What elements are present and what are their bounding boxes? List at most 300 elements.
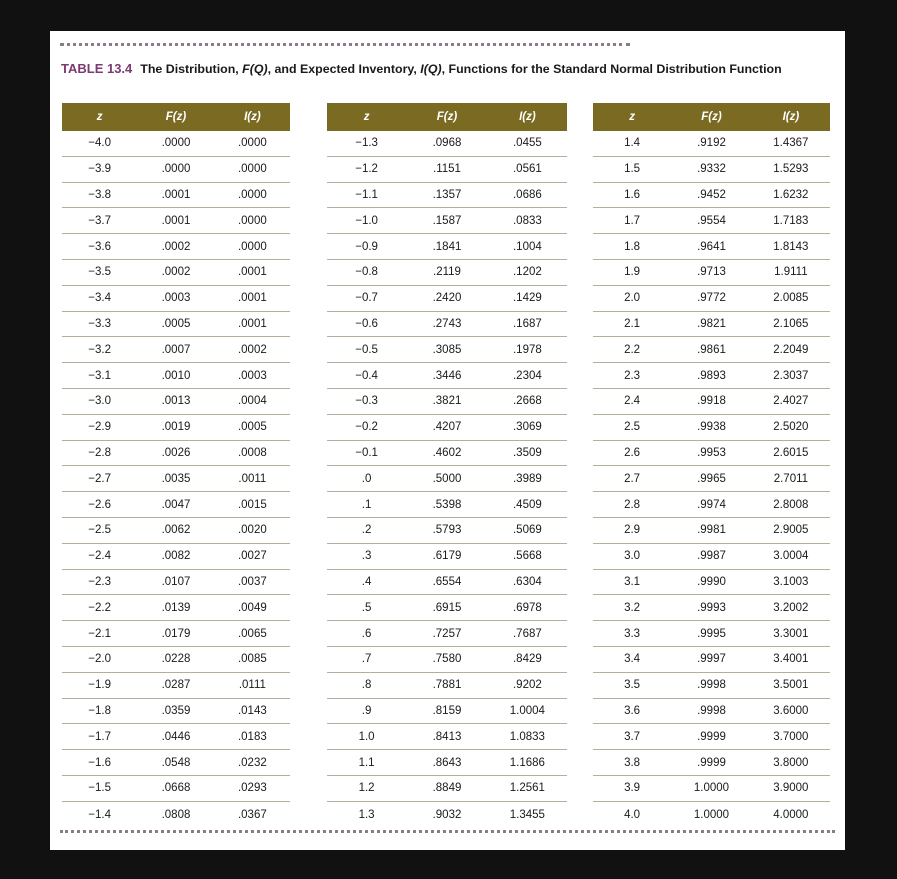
table-row [62, 389, 290, 415]
table-row [327, 699, 567, 725]
z-cell: 1.2 [358, 782, 375, 795]
iz-cell: 1.2561 [509, 782, 545, 795]
iz-cell: 2.1065 [773, 317, 809, 330]
bottom-dotted-rule [60, 830, 835, 833]
fz-cell: .0035 [161, 472, 191, 485]
fz-cell: .9965 [697, 472, 726, 485]
z-cell: −3.1 [88, 369, 111, 382]
fz-cell: .9953 [697, 446, 726, 459]
fz-cell: .9974 [697, 498, 726, 511]
z-cell: −3.9 [88, 163, 111, 176]
z-cell: .6 [361, 627, 372, 640]
table-row [62, 750, 290, 776]
table-header [327, 103, 567, 131]
z-cell: 3.3 [624, 627, 641, 640]
table-row [593, 337, 830, 363]
table-row [327, 286, 567, 312]
table-row [593, 776, 830, 802]
iz-cell: 2.8008 [773, 498, 809, 511]
fz-cell: .9861 [697, 343, 726, 356]
z-cell: −2.6 [88, 498, 111, 511]
fz-cell: .6915 [432, 601, 462, 614]
table-row [593, 699, 830, 725]
fz-cell: .9893 [697, 369, 726, 382]
iz-cell: .5069 [512, 524, 542, 537]
fz-cell: .9999 [697, 730, 726, 743]
table-row [593, 492, 830, 518]
z-cell: −1.6 [88, 756, 111, 769]
iz-cell: .0000 [237, 214, 267, 227]
z-cell: 1.3 [358, 808, 375, 821]
fz-cell: .5000 [432, 472, 462, 485]
fz-cell: 1.0000 [693, 782, 730, 795]
table-row [327, 724, 567, 750]
fz-cell: .9032 [432, 808, 462, 821]
fz-cell: .0446 [161, 730, 191, 743]
table-row [593, 570, 830, 596]
iz-cell: 1.6232 [773, 188, 809, 201]
fz-cell: .0000 [161, 163, 191, 176]
table-row [62, 466, 290, 492]
iz-cell: .1202 [512, 266, 542, 279]
z-cell: 3.7 [624, 730, 641, 743]
fz-cell: .7257 [432, 627, 462, 640]
fz-cell: .9999 [697, 756, 726, 769]
table-row [62, 699, 290, 725]
fz-cell: .9452 [697, 188, 726, 201]
iz-cell: .8429 [512, 653, 542, 666]
fz-cell: .9641 [697, 240, 726, 253]
caption-iq: I(Q) [420, 62, 442, 76]
table-row [62, 518, 290, 544]
iz-cell: 2.5020 [773, 421, 809, 434]
table-row [593, 286, 830, 312]
fz-cell: .0062 [161, 524, 191, 537]
fz-cell: .9998 [697, 704, 726, 717]
z-cell: 3.0 [624, 550, 641, 563]
z-cell: −3.2 [88, 343, 111, 356]
iz-cell: 3.5001 [773, 679, 809, 692]
fz-cell: .0007 [161, 343, 191, 356]
fz-cell: .0002 [161, 240, 191, 253]
z-cell: −2.9 [88, 421, 111, 434]
table-row [327, 415, 567, 441]
iz-cell: 2.9005 [773, 524, 809, 537]
z-cell: −3.6 [88, 240, 111, 253]
table-row [327, 750, 567, 776]
table-row [327, 647, 567, 673]
fz-cell: .0082 [161, 550, 191, 563]
fz-cell: .0228 [161, 653, 191, 666]
table-row [593, 802, 830, 828]
table-row [62, 286, 290, 312]
iz-cell: .0001 [237, 292, 267, 305]
fz-cell: .9990 [697, 575, 726, 588]
z-cell: 2.6 [624, 446, 641, 459]
iz-cell: .2304 [512, 369, 542, 382]
table-row [62, 595, 290, 621]
z-cell: 1.8 [624, 240, 641, 253]
z-cell: 2.7 [624, 472, 641, 485]
z-cell: 1.4 [624, 137, 641, 150]
z-cell: −2.4 [88, 550, 111, 563]
table-row [62, 441, 290, 467]
table-row [593, 208, 830, 234]
iz-cell: 1.3455 [509, 808, 545, 821]
iz-cell: .0232 [237, 756, 267, 769]
fz-cell: .3821 [432, 395, 462, 408]
table-row [593, 544, 830, 570]
header-cell: F(z) [701, 111, 722, 123]
table-row [327, 492, 567, 518]
z-cell: 1.0 [358, 730, 375, 743]
z-cell: 2.1 [624, 317, 641, 330]
fz-cell: .3085 [432, 343, 462, 356]
fz-cell: .4602 [432, 446, 462, 459]
iz-cell: .0037 [237, 575, 267, 588]
iz-cell: .0000 [237, 240, 267, 253]
z-cell: .9 [361, 704, 372, 717]
iz-cell: .0183 [237, 730, 267, 743]
iz-cell: 1.9111 [774, 266, 808, 279]
z-cell: −2.3 [88, 575, 111, 588]
fz-cell: .7580 [432, 653, 462, 666]
table-row [62, 183, 290, 209]
iz-cell: .2668 [512, 395, 542, 408]
z-cell: .2 [361, 524, 372, 537]
table-row [593, 389, 830, 415]
caption-fq: F(Q) [242, 62, 268, 76]
iz-cell: 3.8000 [773, 756, 809, 769]
fz-cell: .0001 [161, 214, 191, 227]
iz-cell: .0293 [237, 782, 267, 795]
table-row [327, 544, 567, 570]
iz-cell: 4.0000 [773, 808, 809, 821]
iz-cell: .9202 [512, 679, 542, 692]
z-cell: −2.7 [88, 472, 111, 485]
fz-cell: .2743 [432, 317, 462, 330]
table-row [327, 337, 567, 363]
table-row [327, 466, 567, 492]
z-cell: 4.0 [624, 808, 641, 821]
iz-cell: .0004 [237, 395, 267, 408]
fz-cell: .0668 [161, 782, 191, 795]
table-column-block-1 [62, 103, 290, 829]
z-cell: 1.9 [624, 266, 641, 279]
iz-cell: .0000 [237, 137, 267, 150]
fz-cell: .0047 [161, 498, 191, 511]
fz-cell: .0359 [161, 704, 191, 717]
table-row [593, 312, 830, 338]
header-cell: z [96, 111, 103, 123]
iz-cell: 1.0004 [509, 704, 545, 717]
table-row [327, 183, 567, 209]
table-row [62, 724, 290, 750]
z-cell: −1.7 [88, 730, 111, 743]
iz-cell: .0065 [237, 627, 267, 640]
z-cell: .4 [361, 575, 372, 588]
iz-cell: .1004 [512, 240, 542, 253]
header-cell: I(z) [244, 111, 261, 123]
z-cell: 2.5 [624, 421, 641, 434]
header-cell: F(z) [436, 111, 458, 123]
z-cell: −1.8 [88, 704, 111, 717]
iz-cell: .0002 [237, 343, 267, 356]
table-row [62, 570, 290, 596]
z-cell: −2.8 [88, 446, 111, 459]
fz-cell: .4207 [432, 421, 462, 434]
z-cell: 3.5 [624, 679, 641, 692]
fz-cell: .9995 [697, 627, 726, 640]
fz-cell: .8643 [432, 756, 462, 769]
iz-cell: .3069 [512, 421, 542, 434]
table-row [593, 621, 830, 647]
iz-cell: .0111 [238, 679, 266, 692]
table-column-block-2 [327, 103, 567, 829]
z-cell: .3 [361, 550, 372, 563]
fz-cell: .0002 [161, 266, 191, 279]
z-cell: −1.4 [88, 808, 111, 821]
fz-cell: .9938 [697, 421, 726, 434]
header-cell: z [363, 111, 370, 123]
fz-cell: .1587 [432, 214, 462, 227]
iz-cell: 2.6015 [773, 446, 809, 459]
table-caption [61, 61, 782, 76]
z-cell: −1.0 [355, 214, 378, 227]
fz-cell: .5793 [432, 524, 462, 537]
z-cell: 1.5 [624, 163, 641, 176]
z-cell: −0.3 [355, 395, 378, 408]
table-row [327, 131, 567, 157]
z-cell: −0.5 [355, 343, 378, 356]
fz-cell: .9993 [697, 601, 726, 614]
iz-cell: .0085 [237, 653, 267, 666]
fz-cell: .0287 [161, 679, 191, 692]
table-row [327, 389, 567, 415]
fz-cell: .0010 [161, 369, 191, 382]
iz-cell: 2.7011 [773, 472, 809, 485]
iz-cell: .5668 [512, 550, 542, 563]
header-cell: F(z) [165, 111, 187, 123]
z-cell: 1.6 [624, 188, 641, 201]
iz-cell: 3.4001 [773, 653, 809, 666]
z-cell: 2.9 [624, 524, 641, 537]
fz-cell: .9981 [697, 524, 726, 537]
z-cell: −0.1 [355, 446, 378, 459]
table-row [327, 208, 567, 234]
table-row [593, 647, 830, 673]
iz-cell: .0011 [238, 472, 267, 485]
iz-cell: .4509 [512, 498, 542, 511]
fz-cell: .2119 [433, 266, 461, 279]
fz-cell: .9554 [697, 214, 726, 227]
z-cell: −3.8 [88, 188, 111, 201]
z-cell: 3.4 [624, 653, 641, 666]
fz-cell: .0808 [161, 808, 191, 821]
table-row [62, 234, 290, 260]
fz-cell: .8413 [432, 730, 462, 743]
iz-cell: .0455 [512, 137, 542, 150]
iz-cell: .0143 [237, 704, 267, 717]
iz-cell: .0008 [237, 446, 267, 459]
table-row [593, 441, 830, 467]
fz-cell: .9998 [697, 679, 726, 692]
iz-cell: 3.2002 [773, 601, 809, 614]
z-cell: 2.0 [624, 292, 641, 305]
fz-cell: .3446 [432, 369, 462, 382]
table-row [62, 312, 290, 338]
z-cell: −2.2 [88, 601, 111, 614]
table-row [62, 544, 290, 570]
table-row [593, 750, 830, 776]
table-row [62, 157, 290, 183]
table-row [593, 157, 830, 183]
z-cell: 1.7 [624, 214, 641, 227]
table-row [327, 234, 567, 260]
iz-cell: .0015 [237, 498, 267, 511]
iz-cell: 3.0004 [773, 550, 809, 563]
fz-cell: .1151 [433, 163, 461, 176]
z-cell: 2.3 [624, 369, 641, 382]
table-row [327, 673, 567, 699]
iz-cell: .0367 [237, 808, 267, 821]
z-cell: 2.2 [624, 343, 641, 356]
table-row [62, 337, 290, 363]
z-cell: −1.2 [355, 163, 378, 176]
iz-cell: 1.5293 [773, 163, 809, 176]
iz-cell: .1978 [512, 343, 542, 356]
table-row [327, 776, 567, 802]
z-cell: −1.3 [355, 137, 378, 150]
table-row [62, 208, 290, 234]
fz-cell: .0107 [161, 575, 191, 588]
iz-cell: 1.0833 [509, 730, 545, 743]
table-row [593, 673, 830, 699]
fz-cell: .0968 [432, 137, 462, 150]
fz-cell: .0019 [161, 421, 191, 434]
iz-cell: .0001 [237, 266, 267, 279]
iz-cell: .0000 [237, 188, 267, 201]
iz-cell: .3989 [512, 472, 542, 485]
iz-cell: 3.9000 [773, 782, 809, 795]
z-cell: .8 [361, 679, 372, 692]
z-cell: 3.1 [624, 575, 641, 588]
table-row [593, 466, 830, 492]
table-row [593, 260, 830, 286]
table-row [62, 647, 290, 673]
iz-cell: .0001 [237, 317, 267, 330]
z-cell: −3.0 [88, 395, 111, 408]
fz-cell: .0548 [161, 756, 191, 769]
iz-cell: .0686 [512, 188, 542, 201]
iz-cell: 1.8143 [773, 240, 809, 253]
z-cell: −2.5 [88, 524, 111, 537]
fz-cell: .9821 [697, 317, 726, 330]
fz-cell: .5398 [432, 498, 462, 511]
caption-text-mid: , and Expected Inventory, [267, 62, 421, 76]
table-page [50, 31, 845, 850]
iz-cell: .0000 [237, 163, 267, 176]
iz-cell: 1.1686 [509, 756, 545, 769]
z-cell: −0.7 [355, 292, 378, 305]
z-cell: −0.6 [355, 317, 378, 330]
fz-cell: .0003 [161, 292, 191, 305]
caption-text-after: , Functions for the Standard Normal Distribution Function [441, 62, 782, 76]
z-cell: −1.5 [88, 782, 111, 795]
fz-cell: .1357 [432, 188, 462, 201]
z-cell: .1 [361, 498, 372, 511]
table-row [62, 621, 290, 647]
z-cell: 3.8 [624, 756, 641, 769]
table-row [593, 363, 830, 389]
iz-cell: .0049 [237, 601, 267, 614]
table-column-block-3 [593, 103, 830, 829]
fz-cell: .9192 [697, 137, 726, 150]
table-row [62, 363, 290, 389]
iz-cell: .6978 [512, 601, 542, 614]
fz-cell: 1.0000 [693, 808, 730, 821]
iz-cell: 3.6000 [773, 704, 809, 717]
table-row [62, 415, 290, 441]
fz-cell: .9918 [697, 395, 726, 408]
table-row [327, 518, 567, 544]
z-cell: 1.1 [358, 756, 375, 769]
fz-cell: .9997 [697, 653, 726, 666]
fz-cell: .7881 [432, 679, 462, 692]
table-row [327, 802, 567, 828]
table-row [593, 131, 830, 157]
table-row [327, 157, 567, 183]
iz-cell: 2.3037 [773, 369, 809, 382]
table-row [327, 570, 567, 596]
fz-cell: .0005 [161, 317, 191, 330]
top-dotted-rule [60, 43, 630, 46]
iz-cell: 2.2049 [773, 343, 809, 356]
table-row [62, 673, 290, 699]
table-row [593, 518, 830, 544]
iz-cell: 3.1003 [773, 575, 809, 588]
z-cell: 3.6 [624, 704, 641, 717]
z-cell: −4.0 [88, 137, 111, 150]
iz-cell: .7687 [512, 627, 542, 640]
table-row [62, 260, 290, 286]
z-cell: −0.4 [355, 369, 378, 382]
table-row [327, 441, 567, 467]
table-row [327, 621, 567, 647]
z-cell: −0.8 [355, 266, 378, 279]
z-cell: 3.9 [624, 782, 641, 795]
z-cell: .7 [361, 653, 372, 666]
fz-cell: .9987 [697, 550, 726, 563]
iz-cell: 2.4027 [773, 395, 809, 408]
fz-cell: .2420 [432, 292, 462, 305]
fz-cell: .0001 [161, 188, 191, 201]
iz-cell: .6304 [512, 575, 542, 588]
fz-cell: .0139 [161, 601, 191, 614]
table-row [327, 260, 567, 286]
fz-cell: .6179 [432, 550, 462, 563]
z-cell: −1.9 [88, 679, 111, 692]
z-cell: −1.1 [355, 188, 378, 201]
z-cell: .0 [361, 472, 372, 485]
table-row [593, 183, 830, 209]
iz-cell: 3.7000 [773, 730, 809, 743]
z-cell: 3.2 [624, 601, 641, 614]
table-row [593, 234, 830, 260]
z-cell: −0.9 [355, 240, 378, 253]
table-row [593, 415, 830, 441]
iz-cell: .0005 [237, 421, 267, 434]
